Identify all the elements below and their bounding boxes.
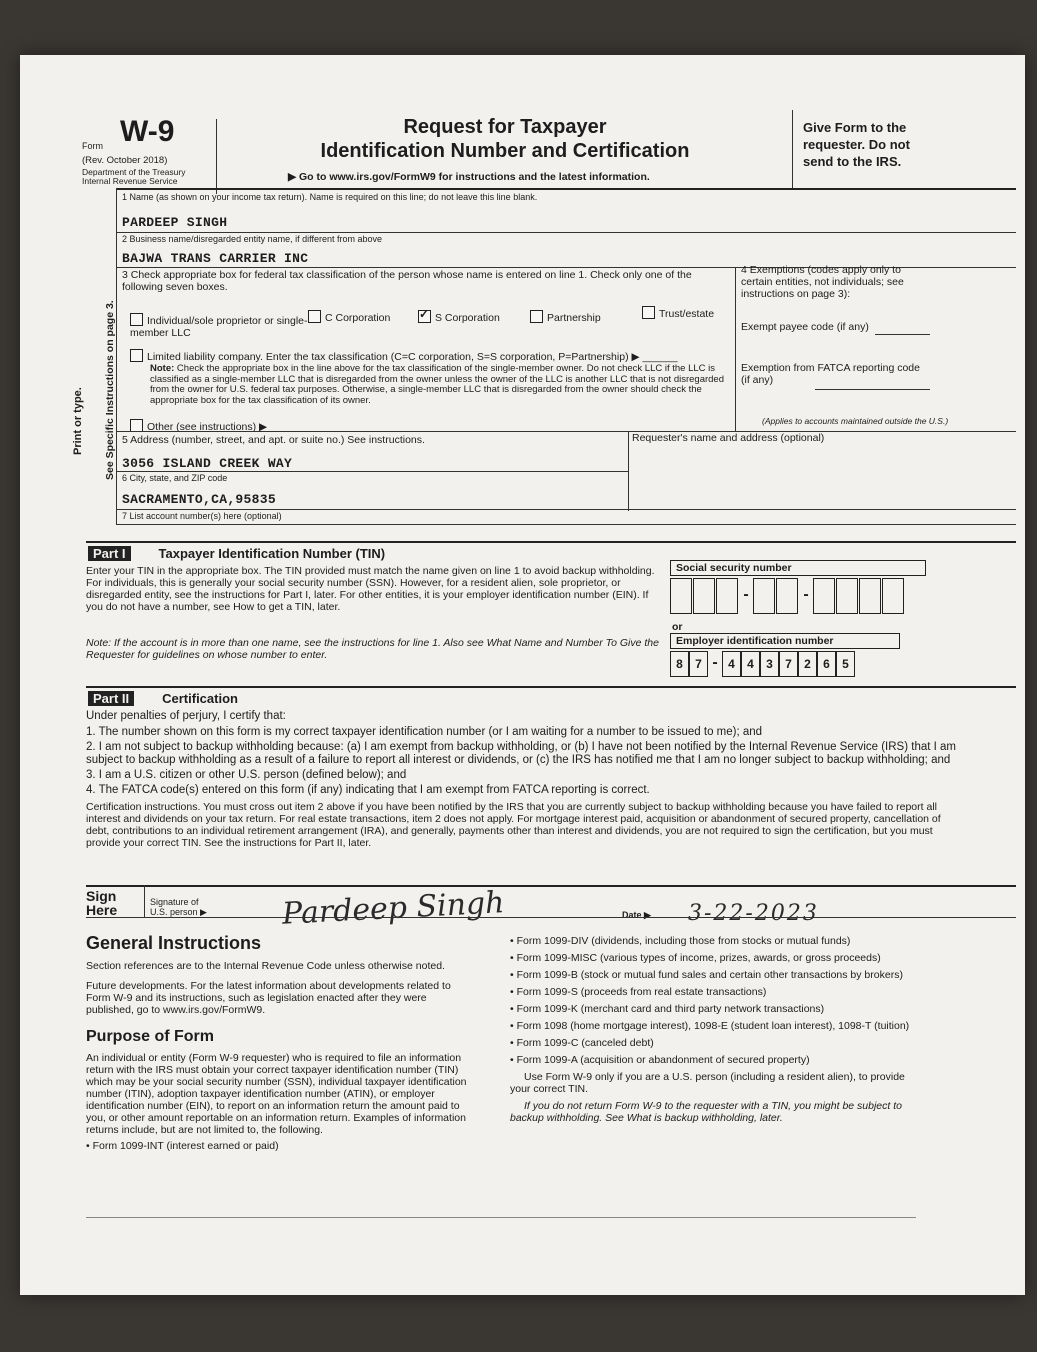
checkbox-individual[interactable] (130, 313, 143, 326)
bullet-1099-misc: • Form 1099-MISC (various types of income, prizes, awards, or gross proceeds) (510, 952, 881, 964)
tax-class-partnership[interactable]: Partnership (530, 310, 601, 324)
form-word: Form (82, 141, 103, 151)
bullet-1099-s: • Form 1099-S (proceeds from real estate transactions) (510, 986, 767, 998)
bullet-1099-c: • Form 1099-C (canceled debt) (510, 1037, 654, 1049)
form-title-line1: Request for Taxpayer (403, 116, 607, 138)
line5-label: 5 Address (number, street, and apt. or suite no.) See instructions. (122, 434, 425, 446)
ein-digit: 2 (798, 651, 817, 677)
checkbox-s-corp-checked[interactable] (418, 310, 431, 323)
line2-label: 2 Business name/disregarded entity name, if different from above (122, 234, 382, 244)
tax-class-c-corp[interactable]: C Corporation (308, 310, 390, 324)
department: Department of the Treasury (82, 167, 186, 177)
ein-digit: 4 (722, 651, 741, 677)
part2-heading: Part II Certification (88, 690, 238, 708)
give-form-note: Give Form to the requester. Do not send to the IRS. (803, 120, 910, 169)
part1-note: Note: If the account is in more than one name, see the instructions for line 1. Also see What Name and Number To Give the Requester for guidelines on whose number to enter. (86, 637, 659, 661)
bullet-1099-k: • Form 1099-K (merchant card and third party network transactions) (510, 1003, 825, 1015)
ein-digit: 7 (779, 651, 798, 677)
part1-heading: Part I Taxpayer Identification Number (TIN) (88, 545, 385, 563)
purpose-title: Purpose of Form (86, 1028, 215, 1045)
bullet-1099-div: • Form 1099-DIV (dividends, including those from stocks or mutual funds) (510, 935, 851, 947)
goto-instructions: ▶ Go to www.irs.gov/FormW9 for instructions and the latest information. (288, 171, 650, 183)
general-instructions-title: General Instructions (86, 933, 262, 953)
cert-item-4: 4. The FATCA code(s) entered on this form (if any) indicating that I am exempt from FATCA reporting is correct. (86, 784, 650, 796)
checkbox-llc[interactable] (130, 349, 143, 362)
cert-item-2: 2. I am not subject to backup withholding because: (a) I am exempt from backup withholding, or (b) I have not been notified by the Internal Revenue Service (IRS) that I am subject to backup withholding as a result of a failure to report all interest or dividends, or (c) the IRS has notified me that I am no longer subject to backup withholding; and (86, 741, 956, 766)
date-field[interactable]: 3-22-2023 (688, 901, 819, 926)
ein-digit: 7 (689, 651, 708, 677)
tax-class-llc[interactable]: Limited liability company. Enter the tax classification (C=C corporation, S=S corporation, P=Partnership) ▶ ______ (130, 349, 740, 363)
signature-label: Signature of U.S. person ▶ (150, 897, 207, 917)
cert-item-3: 3. I am a U.S. citizen or other U.S. person (defined below); and (86, 769, 407, 781)
tax-class-s-corp[interactable]: ✓ S Corporation (418, 310, 500, 324)
service: Internal Revenue Service (82, 176, 178, 186)
sign-here-label: Sign Here (86, 888, 118, 918)
checkbox-partnership[interactable] (530, 310, 543, 323)
ein-digit: 4 (741, 651, 760, 677)
purpose-text: An individual or entity (Form W-9 requester) who is required to file an information return with the IRS must obtain your correct taxpayer identification number (TIN) which may be your social security number (SSN), individual taxpayer identification number (ITIN), adoption taxpayer identification number (ATIN), or employer identification number (EIN), to report on an information return the amount paid to you, or other amount reportable on an information return. Examples of information returns include, but are not limited to, the following. (86, 1052, 467, 1136)
general-instructions-right (510, 935, 910, 1124)
line6-label: 6 City, state, and ZIP code (122, 473, 228, 483)
checkbox-trust[interactable] (642, 306, 655, 319)
revision-date: (Rev. October 2018) (82, 155, 168, 166)
ein-digit: 6 (817, 651, 836, 677)
tax-class-other[interactable]: Other (see instructions) ▶ (130, 419, 267, 433)
future-developments: Future developments. For the latest information about developments related to Form W-9 and its instructions, such as legislation enacted after they were published, go to www.irs.gov/FormW9. (86, 980, 451, 1016)
bullet-1099-a: • Form 1099-A (acquisition or abandonment of secured property) (510, 1054, 810, 1066)
line3-label: 3 Check appropriate box for federal tax classification of the person whose name is entered on line 1. Check only one of the following seven boxes. (122, 269, 692, 293)
tax-class-trust[interactable]: Trust/estate (642, 306, 714, 320)
section-references: Section references are to the Internal Revenue Code unless otherwise noted. (86, 960, 445, 972)
form-title-line2: Identification Number and Certification (320, 140, 690, 162)
line7-label: 7 List account number(s) here (optional) (122, 511, 282, 521)
tax-class-individual[interactable]: Individual/sole proprietor or single-member LLC (130, 315, 308, 339)
bullet-1098: • Form 1098 (home mortgage interest), 1098-E (student loan interest), 1098-T (tuition) (510, 1020, 910, 1032)
w9-form-page (20, 55, 1025, 1295)
ein-digit: 5 (836, 651, 855, 677)
cert-instructions: Certification instructions. You must cross out item 2 above if you have been notified by the IRS that you are currently subject to backup withholding because you have failed to report all interest and dividends on your tax return. For real estate transactions, item 2 does not apply. For mortgage interest paid, acquisition or abandonment of secured property, cancellation of debt, contributions to an individual retirement arrangement (IRA), and generally, payments other than interest and dividends, you are not required to sign the certification, but you must provide your correct TIN. See the instructions for Part II, later. (86, 801, 941, 849)
general-instructions-left (86, 933, 476, 1152)
certification-list (86, 726, 966, 849)
exempt-payee-label: Exempt payee code (if any) (741, 321, 869, 333)
fatca-label: Exemption from FATCA reporting code (if any) (741, 362, 920, 386)
or-label: or (672, 621, 683, 633)
llc-note: Note: Check the appropriate box in the line above for the tax classification of the single-member owner. Do not check LLC if the LLC is classified as a single-member LLC that is disregarded from the owner unless the owner of the LLC is another LLC that is not disregarded from the owner for U.S. federal tax purposes. Otherwise, a single-member LLC that is disregarded from the owner should check the appropriate box for the tax classification of its owner. (150, 363, 724, 406)
side-label-instructions: See Specific Instructions on page 3. (104, 300, 116, 480)
line1-name-field[interactable]: PARDEEP SINGH (122, 215, 228, 230)
bullet-1099-b: • Form 1099-B (stock or mutual fund sales and certain other transactions by brokers) (510, 969, 903, 981)
checkbox-c-corp[interactable] (308, 310, 321, 323)
ein-label: Employer identification number (670, 633, 900, 649)
line2-business-field[interactable]: BAJWA TRANS CARRIER INC (122, 251, 309, 266)
requester-label: Requester's name and address (optional) (632, 432, 825, 444)
side-label-print: Print or type. (72, 387, 84, 455)
signature-field[interactable]: Pardeep Singh (281, 885, 506, 932)
backup-withholding-note: If you do not return Form W-9 to the requester with a TIN, you might be subject to backup withholding. See What is backup withholding, later. (510, 1100, 902, 1124)
ssn-label: Social security number (670, 560, 926, 576)
part1-text: Enter your TIN in the appropriate box. The TIN provided must match the name given on line 1 to avoid backup withholding. For individuals, this is generally your social security number (SSN). However, for a resident alien, sole proprietor, or disregarded entity, see the instructions for Part I, later. For other entities, it is your employer identification number (EIN). If you do not have a number, see How to get a TIN, later. (86, 565, 655, 613)
ein-input[interactable]: 8 7 - 4 4 3 7 2 6 5 (670, 651, 855, 677)
bullet-1099-int: • Form 1099-INT (interest earned or paid) (86, 1140, 279, 1152)
date-label: Date ▶ (622, 910, 651, 920)
form-name: W-9 (120, 115, 175, 148)
use-form-note: Use Form W-9 only if you are a U.S. person (including a resident alien), to provide your correct TIN. (510, 1071, 905, 1095)
line6-city-field[interactable]: SACRAMENTO,CA,95835 (122, 492, 276, 507)
part2-intro: Under penalties of perjury, I certify that: (86, 710, 286, 722)
line5-address-field[interactable]: 3056 ISLAND CREEK WAY (122, 456, 293, 471)
fatca-applies-note: (Applies to accounts maintained outside the U.S.) (762, 416, 949, 426)
ssn-input[interactable]: - - (670, 578, 905, 614)
ein-digit: 8 (670, 651, 689, 677)
ein-digit: 3 (760, 651, 779, 677)
line1-label: 1 Name (as shown on your income tax return). Name is required on this line; do not leave this line blank. (122, 192, 538, 202)
cert-item-1: 1. The number shown on this form is my correct taxpayer identification number (or I am waiting for a number to be issued to me); and (86, 726, 763, 738)
exemptions-title: 4 Exemptions (codes apply only to certain entities, not individuals; see instructions on page 3): (741, 264, 904, 300)
